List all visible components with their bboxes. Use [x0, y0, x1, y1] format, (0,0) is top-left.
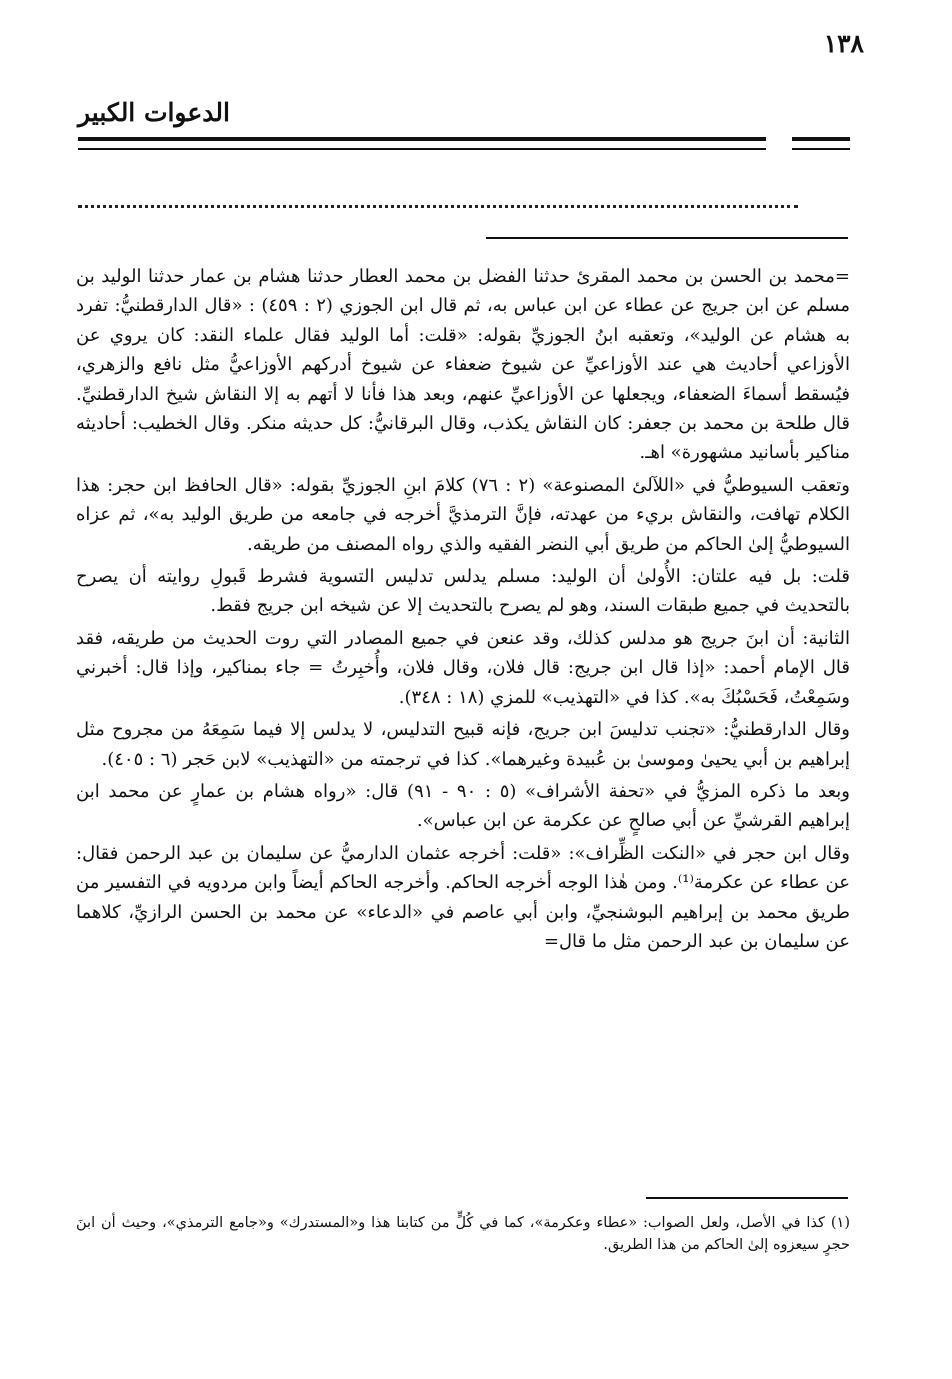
dotted-separator	[78, 205, 798, 208]
book-title: الدعوات الكبير	[78, 98, 230, 127]
main-text	[76, 262, 850, 959]
paragraph: وتعقب السيوطيُّ في «اللآلئ المصنوعة» (٢ : ٧٦) كلامَ ابنِ الجوزيِّ بقوله: «قال الحافظ ابن حجر: هذا الكلام تهافت، والنقاش بريء من عهدته، فإنَّ الترمذيَّ أخرجه في جامعه من طريق الوليد به»، ثم عزاه السيوطيُّ إلىٰ الحاكم من طريق أبي النضر الفقيه والذي رواه المصنف من طريقه.	[76, 474, 850, 555]
paragraph: قلت: بل فيه علتان: الأُولىٰ أن الوليد: مسلم يدلس تدليس التسوية فشرط قَبولِ روايته أن يصرح بالتحديث في جميع طبقات السند، وهو لم يصرح بالتحديث إلا عن شيخه ابن جريج فقط.	[76, 566, 850, 617]
footnote-rule	[646, 1197, 848, 1199]
paragraph: =محمد بن الحسن بن محمد المقرئ حدثنا الفضل بن محمد العطار حدثنا هشام بن عمار حدثنا الوليد بن مسلم عن ابن جريج عن عطاء عن ابن عباس به، ثم قال ابن الجوزي (٢ : ٤٥٩) : «قال الدارقطنيُّ: تفرد به هشام عن الوليد»، وتعقبه ابنُ الجوزيِّ بقوله: «قلت: أما الوليد فقال علماء النقد: كان يروي عن الأوزاعي أحاديث هي عند الأوزاعيِّ عن شيوخ ضعفاء عن شيوخ أدركهم الأوزاعيُّ مثل نافع والزهري، فيُسقط أسماءَ الضعفاء، ويجعلها عن الأوزاعيِّ عنهم، وبعد هذا فأنا لا أتهم به إلا النقاش شيخ الدارقطنيِّ. قال طلحة بن محمد بن جعفر: كان النقاش يكذب، وقال البرقانيُّ: كل حديثه منكر. وقال الخطيب: أحاديثه مناكير بأسانيد مشهورة» اهـ.	[76, 266, 851, 464]
header-rule-thick-right	[792, 137, 850, 141]
footnote: (١) كذا في الأصل، ولعل الصواب: «عطاء وعكرمة»، كما في كُلٍّ من كتابنا هذا و«المستدرك» و«جامع الترمذي»، وحيث أن ابنَ حجرٍ سيعزوه إلىٰ الحاكم من هذا الطريق.	[76, 1215, 850, 1253]
paragraph: الثانية: أن ابنَ جريج هو مدلس كذلك، وقد عنعن في جميع المصادر التي روت الحديث من طريقه، فقد قال الإمام أحمد: «إذا قال ابن جريج: قال فلان، وقال فلان، وأُخبِرتُ = جاء بمناكير، وإذا قال: أخبرني وسَمِعْتُ، فَحَسْبُكَ به». كذا في «التهذيب» للمزي (١٨ : ٣٤٨).	[76, 627, 850, 708]
paragraph: وقال ابن حجر في «النكت الظِّراف»: «قلت: أخرجه عثمان الدارميُّ عن سليمان بن عبد الرحمن فقال: عن عطاء عن عكرمة⁽¹⁾. ومن هٰذا الوجه أخرجه الحاكم. وأخرجه الحاكم أيضاً وابن مردويه في التفسير من طريق محمد بن إبراهيم البوشنجيِّ، وابن أبي عاصم في «الدعاء» عن محمد بن الحسن الرازيِّ، كلاهما عن سليمان بن عبد الرحمن مثل ما قال=	[76, 842, 850, 952]
header-rule-thin-right	[792, 148, 850, 150]
footnotes	[76, 1212, 850, 1256]
header-rule-thin-left	[78, 148, 766, 150]
paragraph: وبعد ما ذكره المزيُّ في «تحفة الأشراف» (٥ : ٩٠ - ٩١) قال: «رواه هشام بن عمارٍ عن محمد ابن إبراهيم القرشيِّ عن أبي صالحٍ عن عكرمة عن ابن عباس».	[76, 780, 851, 832]
paragraph: وقال الدارقطنيُّ: «تجنب تدليسَ ابن جريج، فإنه قبيح التدليس، لا يدلس إلا فيما سَمِعَهُ من مجروح مثل إبراهيم بن أبي يحيىٰ وموسىٰ بن عُبيدة وغيرهما». كذا في ترجمته من «التهذيب» لابن حَجر (٦ : ٤٠٥).	[76, 719, 850, 770]
page-number: ١٣٨	[823, 29, 864, 58]
header-rule-thick-left	[78, 137, 766, 141]
continuation-rule	[486, 237, 848, 239]
